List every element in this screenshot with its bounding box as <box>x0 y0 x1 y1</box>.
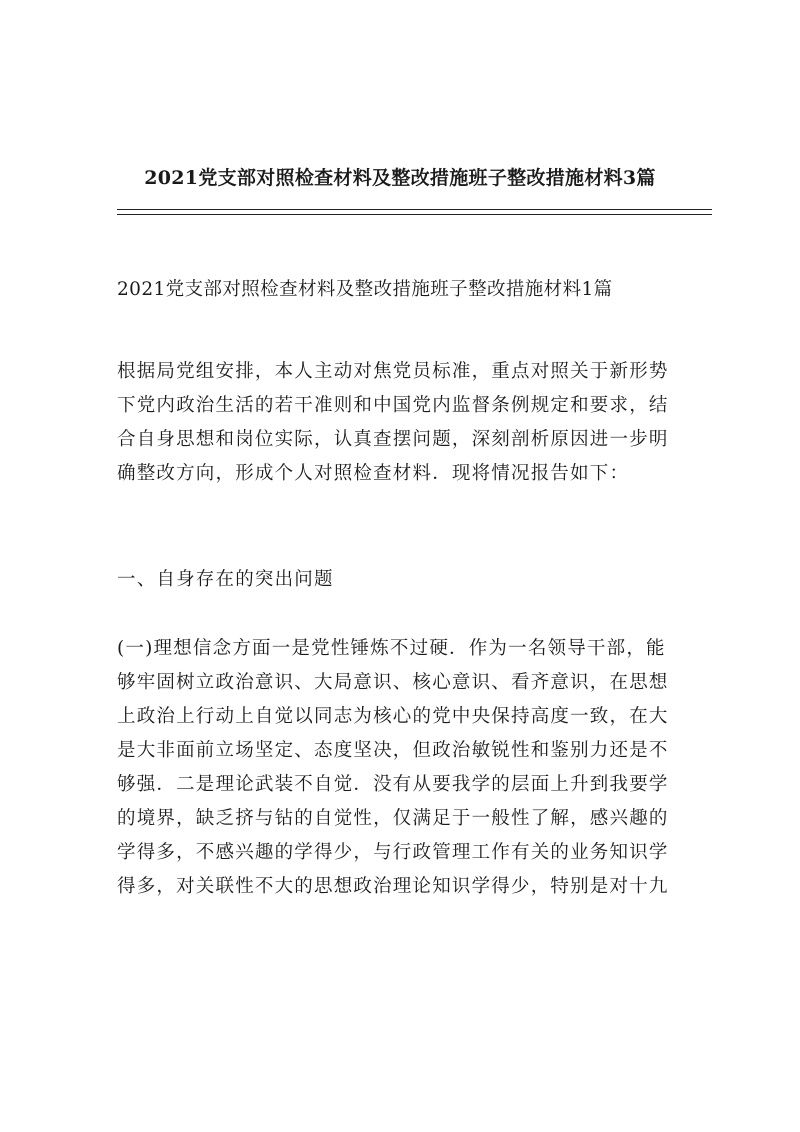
paragraph-line: 上政治上行动上自觉以同志为核心的党中央保持高度一致，在大 <box>117 706 669 727</box>
paragraph-line: 够牢固树立政治意识、大局意识、核心意识、看齐意识，在思想 <box>117 672 669 693</box>
paragraph-line: (一)理想信念方面一是党性锤炼不过硬．作为一名领导干部，能 <box>117 638 666 659</box>
paragraph-line: 的境界，缺乏挤与钻的自觉性，仅满足于一般性了解，感兴趣的 <box>117 808 669 829</box>
title-divider-top <box>117 209 712 210</box>
paragraph-line: 学得多，不感兴趣的学得少，与行政管理工作有关的业务知识学 <box>117 842 669 863</box>
section-heading: 2021党支部对照检查材料及整改措施班子整改措施材料1篇 <box>117 279 613 300</box>
paragraph-line: 确整改方向，形成个人对照检查材料．现将情况报告如下： <box>117 463 630 484</box>
paragraph-line: 下党内政治生活的若干准则和中国党内监督条例规定和要求，结 <box>117 395 669 416</box>
paragraph-line: 够强．二是理论武装不自觉．没有从要我学的层面上升到我要学 <box>117 774 669 795</box>
title-divider-bottom <box>117 214 712 215</box>
document-title: 2021党支部对照检查材料及整改措施班子整改措施材料3篇 <box>144 167 656 189</box>
intro-paragraph <box>117 355 717 491</box>
paragraph-line: 合自身思想和岗位实际，认真查摆问题，深刻剖析原因进一步明 <box>117 429 669 450</box>
part-heading: 一、自身存在的突出问题 <box>117 569 334 590</box>
paragraph-line: 是大非面前立场坚定、态度坚决，但政治敏锐性和鉴别力还是不 <box>117 740 669 761</box>
paragraph-line: 得多，对关联性不大的思想政治理论知识学得少，特别是对十九 <box>117 876 669 897</box>
body-paragraph <box>117 632 717 904</box>
paragraph-line: 根据局党组安排，本人主动对焦党员标准，重点对照关于新形势 <box>117 361 669 382</box>
